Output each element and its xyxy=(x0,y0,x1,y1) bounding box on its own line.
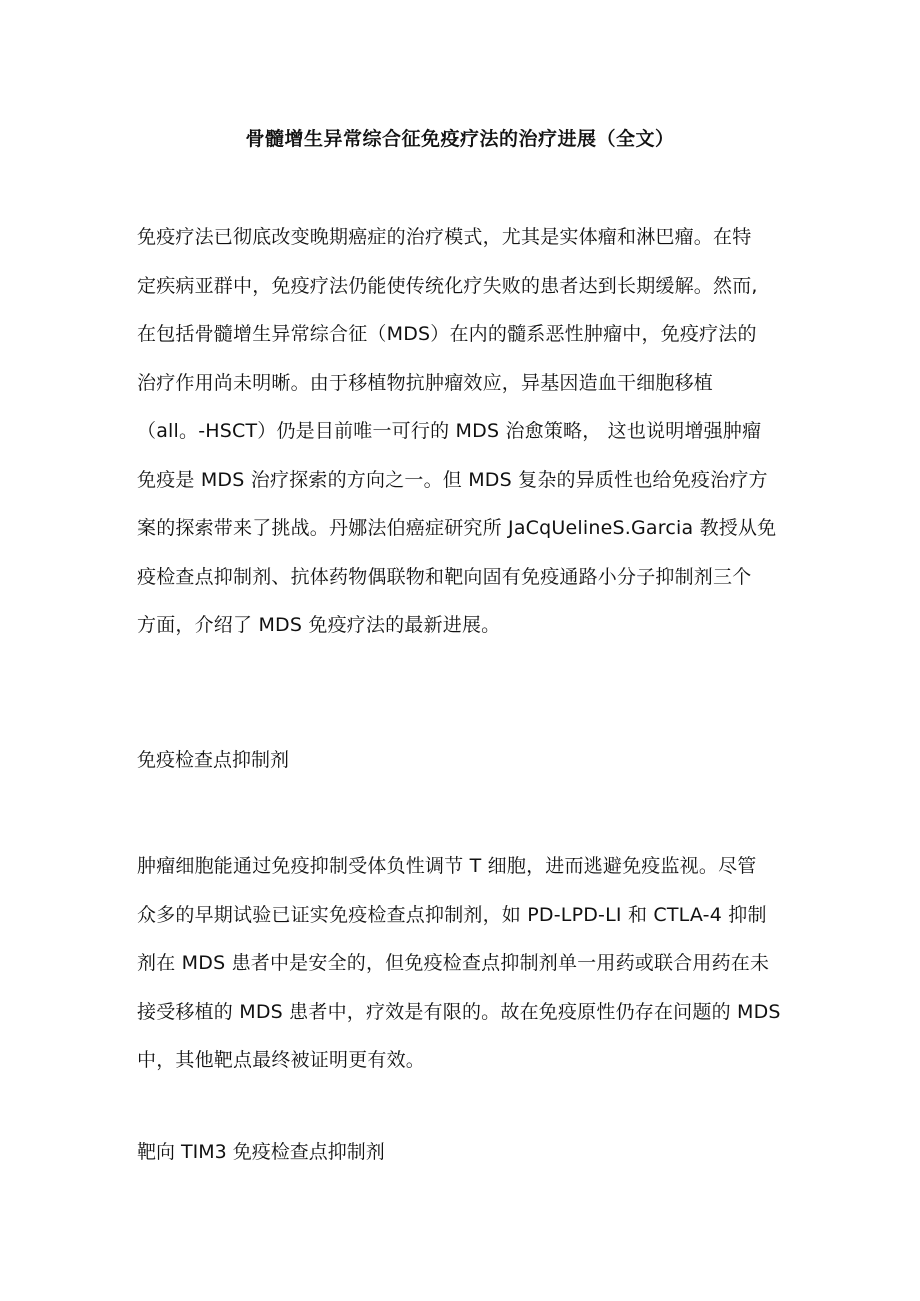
intro-paragraph xyxy=(137,213,787,650)
paragraph-line: 免疫疗法已彻底改变晚期癌症的治疗模式，尤其是实体瘤和淋巴瘤。在特 xyxy=(137,226,752,248)
paragraph-line: 案的探索带来了挑战。丹娜法伯癌症研究所 JaCqUelineS.Garcia 教授从免 xyxy=(137,517,777,539)
paragraph-line: （all。-HSCT）仍是目前唯一可行的 MDS 治愈策略， 这也说明增强肿瘤 xyxy=(137,420,762,442)
paragraph-line: 疫检查点抑制剂、抗体药物偶联物和靶向固有免疫通路小分子抑制剂三个 xyxy=(137,565,752,588)
paragraph-line: 剂在 MDS 患者中是安全的，但免疫检查点抑制剂单一用药或联合用药在未 xyxy=(137,952,770,974)
paragraph-line: 定疾病亚群中，免疫疗法仍能使传统化疗失败的患者达到长期缓解。然而, xyxy=(137,274,758,297)
paragraph-line: 免疫是 MDS 治疗探索的方向之一。但 MDS 复杂的异质性也给免疫治疗方 xyxy=(137,468,768,491)
section-heading-tim3: 靶向 TIM3 免疫检查点抑制剂 xyxy=(137,1141,385,1163)
paragraph-line: 接受移植的 MDS 患者中，疗效是有限的。故在免疫原性仍存在问题的 MDS xyxy=(137,1000,781,1023)
paragraph-line: 众多的早期试验已证实免疫检查点抑制剂，如 PD-LPD-LI 和 CTLA-4 抑制 xyxy=(137,903,767,926)
paragraph-line: 方面，介绍了 MDS 免疫疗法的最新进展。 xyxy=(137,614,501,636)
paragraph-line: 肿瘤细胞能通过免疫抑制受体负性调节 T 细胞，进而逃避免疫监视。尽管 xyxy=(137,855,757,877)
section1-paragraph xyxy=(137,842,787,1085)
paragraph-line: 在包括骨髓增生异常综合征（MDS）在内的髓系恶性肿瘤中，免疫疗法的 xyxy=(137,323,757,345)
paragraph-line: 治疗作用尚未明晰。由于移植物抗肿瘤效应，异基因造血干细胞移植 xyxy=(137,371,714,394)
section-heading-checkpoint-inhibitors: 免疫检查点抑制剂 xyxy=(137,749,290,771)
paragraph-line: 中，其他靶点最终被证明更有效。 xyxy=(137,1049,426,1071)
document-title: 骨髓增生异常综合征免疫疗法的治疗进展（全文） xyxy=(245,128,675,150)
